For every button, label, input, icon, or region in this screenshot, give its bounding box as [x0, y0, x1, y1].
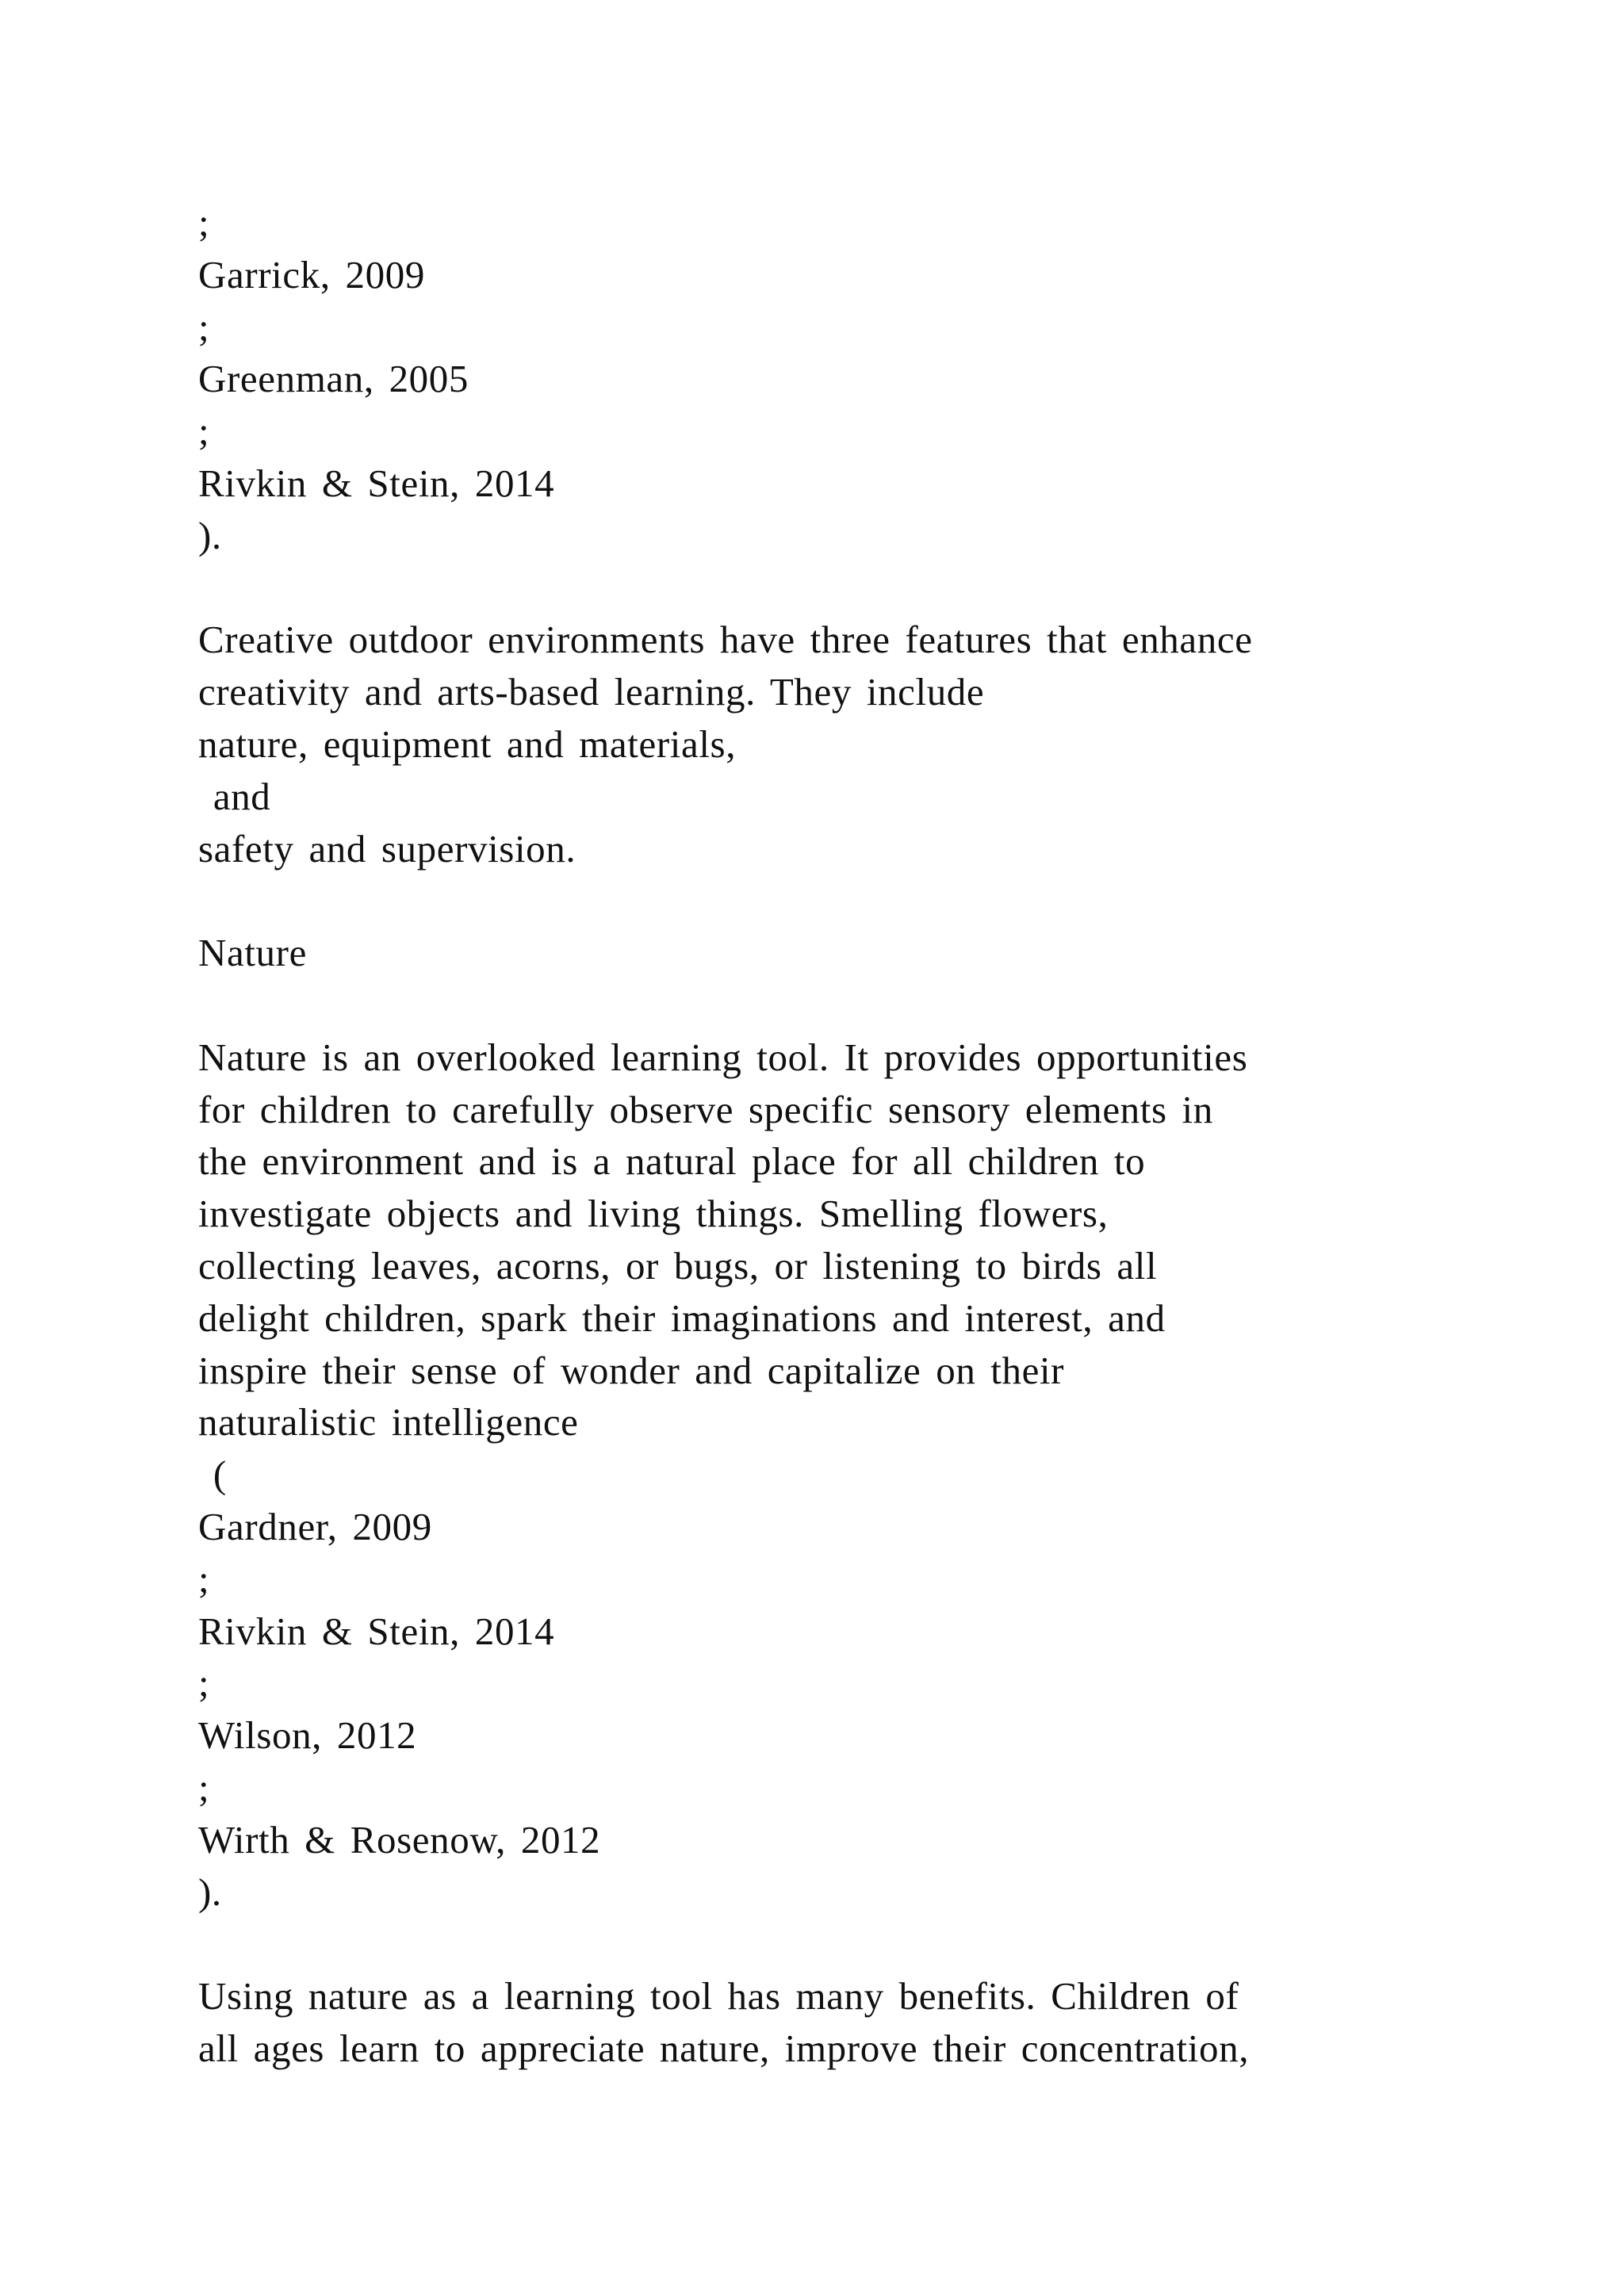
citation-rivkin-stein: Rivkin & Stein, 2014: [198, 1609, 555, 1653]
citation-separator: ;: [198, 304, 210, 349]
paragraph-line: investigate objects and living things. Smelling flowers,: [198, 1192, 1109, 1236]
paragraph-gap: [198, 874, 1483, 927]
paragraph-gap: [198, 562, 1483, 614]
paragraph-line: and: [198, 774, 271, 818]
citation-separator: ;: [198, 1661, 210, 1705]
paragraph-line: Creative outdoor environments have three features that enhance: [198, 618, 1253, 662]
citation-close: ).: [198, 513, 222, 557]
paragraph-nature: [198, 1031, 1483, 1501]
paragraph-line: collecting leaves, acorns, or bugs, or listening to birds all: [198, 1243, 1158, 1288]
paragraph-line: Nature is an overlooked learning tool. It provides opportunities: [198, 1035, 1248, 1079]
citation-separator: ;: [198, 1556, 210, 1601]
paragraph-features: [198, 614, 1483, 874]
citation-gardner: Gardner, 2009: [198, 1504, 432, 1548]
paragraph-line: naturalistic intelligence: [198, 1400, 579, 1445]
citation-separator: ;: [198, 409, 210, 453]
section-heading-nature: Nature: [198, 931, 307, 975]
citation-list-2: [198, 1501, 1483, 1918]
paragraph-line: the environment and is a natural place for all children to: [198, 1139, 1146, 1184]
citation-close: ).: [198, 1869, 222, 1914]
document-body: [198, 197, 1483, 2075]
paragraph-line: Using nature as a learning tool has many benefits. Children of: [198, 1974, 1239, 2019]
citation-garrick: Garrick, 2009: [198, 252, 425, 297]
paragraph-line: all ages learn to appreciate nature, improve their concentration,: [198, 2026, 1250, 2070]
paragraph-benefits: [198, 1970, 1483, 2075]
paragraph-gap: [198, 1918, 1483, 1970]
paragraph-line: delight children, spark their imaginations and interest, and: [198, 1295, 1166, 1340]
citation-separator: ;: [198, 201, 210, 244]
citation-wilson: Wilson, 2012: [198, 1713, 417, 1758]
paragraph-line: creativity and arts-based learning. They include: [198, 670, 985, 714]
citation-rivkin-stein: Rivkin & Stein, 2014: [198, 461, 555, 505]
paragraph-line: safety and supervision.: [198, 826, 576, 871]
paragraph-line: nature, equipment and materials,: [198, 721, 737, 766]
citation-greenman: Greenman, 2005: [198, 357, 469, 401]
citation-separator: ;: [198, 1765, 210, 1809]
paragraph-line: inspire their sense of wonder and capitalize on their: [198, 1348, 1065, 1392]
paragraph-gap: [198, 979, 1483, 1031]
citation-list-1: [198, 197, 1483, 562]
citation-wirth-rosenow: Wirth & Rosenow, 2012: [198, 1817, 601, 1862]
paragraph-line: for children to carefully observe specific sensory elements in: [198, 1087, 1213, 1131]
citation-open: (: [198, 1452, 227, 1497]
